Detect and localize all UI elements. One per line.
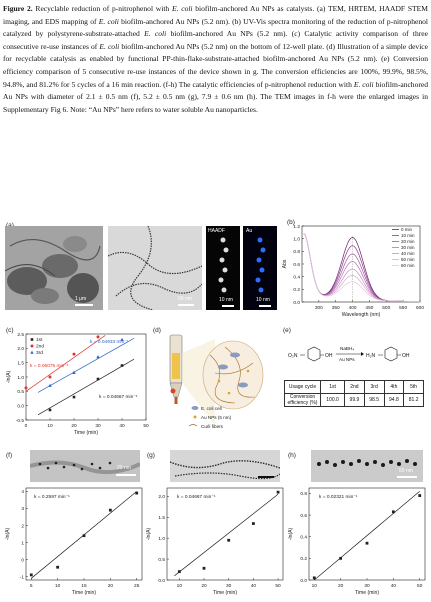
data-point <box>97 378 100 381</box>
legend-entry: 50 min <box>401 257 415 262</box>
plot-frame <box>167 488 283 580</box>
data-point <box>277 491 280 494</box>
y-axis-label: -ln(A) <box>6 370 12 384</box>
kinetics-chart-f <box>4 484 146 600</box>
x-tick-label: 30 <box>364 584 370 589</box>
x-tick-label: 15 <box>81 584 87 589</box>
x-tick-label: 20 <box>201 584 207 589</box>
table-cell: 4th <box>384 381 404 394</box>
caption-italic: E. coli <box>144 29 167 39</box>
reaction-scheme <box>286 338 426 372</box>
tem-image-g <box>170 450 280 482</box>
x-tick-label: 500 <box>382 306 391 311</box>
table-row <box>285 381 424 394</box>
panel-label-g: (g) <box>147 452 155 459</box>
figure-caption <box>3 3 428 116</box>
data-point <box>135 492 138 495</box>
y-tick-label: 0.4 <box>293 275 300 281</box>
data-point <box>31 338 34 341</box>
legend-entry: 60 min <box>401 263 415 268</box>
tem-image-f <box>30 450 140 482</box>
scale-label: 10 nm <box>256 297 270 303</box>
data-point <box>313 576 316 579</box>
data-point <box>339 557 342 560</box>
x-tick-label: 300 <box>314 306 323 311</box>
y-axis-label: -ln(A) <box>146 527 152 541</box>
y-tick-label: 0.5 <box>158 557 165 563</box>
table-row <box>285 394 424 407</box>
scale-bar <box>222 305 234 307</box>
haadf-image <box>206 226 240 310</box>
x-axis-label: Time (min) <box>71 590 97 596</box>
eds-au-map <box>243 226 277 310</box>
data-point <box>178 570 181 573</box>
data-point <box>366 542 369 545</box>
panel-label-e: (e) <box>283 327 291 334</box>
x-tick-label: 10 <box>311 584 317 589</box>
x-tick-label: 10 <box>54 584 61 589</box>
y-tick-label: 0.0 <box>293 300 300 306</box>
data-point <box>252 522 255 525</box>
reuse-kinetics-chart <box>4 330 154 436</box>
reactant-group: O₂N <box>288 353 298 359</box>
panel-label-d: (d) <box>153 327 161 334</box>
legend-entry: 30 min <box>401 245 415 250</box>
y-tick-label: -0.5 <box>15 418 24 424</box>
table-cell: 94.8 <box>384 394 404 407</box>
y-tick-label: 1 <box>21 541 24 547</box>
row-header: Conversion efficiency (%) <box>285 394 321 407</box>
fit-line <box>314 491 419 580</box>
caption-text: biofilm-anchored Au NPs as catalysts. (a) TEM, HRTEM, HAADF STEM imaging, and EDS mapping of <box>3 4 428 26</box>
caption-text: biofilm-anchored Au NPs (5.2 nm). (b) UV-Vis spectra monitoring of the reduction of p-nitrophenol catalyzed by polystyrene-substrate-attached <box>3 16 428 39</box>
scale-label: 10 nm <box>219 297 233 303</box>
rate-constant-label: k = 0.02321 min⁻¹ <box>319 495 358 500</box>
tem-image-biofilm <box>5 226 103 310</box>
scale-bar <box>259 305 271 307</box>
data-point <box>25 386 28 389</box>
data-point <box>49 409 52 412</box>
legend-entry: 0 min <box>401 227 413 232</box>
data-point <box>227 539 230 542</box>
hydroxyl-group: OH <box>402 353 410 359</box>
data-point <box>96 355 99 358</box>
y-tick-label: 0.0 <box>17 404 24 410</box>
tem-biofilm-texture <box>5 226 103 310</box>
x-axis-label: Wavelength (nm) <box>341 312 381 318</box>
table-cell: 98.5 <box>364 394 384 407</box>
y-tick-label: 0 <box>21 558 24 564</box>
x-tick-label: 600 <box>415 306 425 311</box>
x-tick-label: 550 <box>399 306 408 311</box>
y-axis-label: -ln(A) <box>288 527 294 541</box>
x-tick-label: 25 <box>134 584 140 589</box>
scale-bar <box>178 304 194 306</box>
legend-curli: Curli fibers <box>201 424 223 429</box>
caption-text: biofilm-anchored Au NPs with diameter of 2.1 ± 0.5 nm (f), 5.2 ± 0.5 nm (g), 7.9 ± 0.6 nm (h). The TEM images in f-h were the enlarged images in Supplementary Fig 6. Note: “Au NPs” here refers to water soluble Au nanoparticles. <box>3 79 428 114</box>
fit-line <box>174 494 278 576</box>
table-cell: 100.0 <box>321 394 345 407</box>
data-point <box>73 353 76 356</box>
legend-entry: 1st <box>36 338 43 343</box>
x-axis-label: Time (min) <box>73 430 99 436</box>
data-point <box>83 534 86 537</box>
panel-label-h: (h) <box>288 452 296 459</box>
hydroxyl-group: OH <box>325 353 333 359</box>
data-point <box>31 345 34 348</box>
y-tick-label: 0.0 <box>300 578 307 584</box>
y-tick-label: 0.2 <box>293 288 300 294</box>
data-point <box>418 494 421 497</box>
rate-constant-label: k = 0.04667 min⁻¹ <box>177 495 216 500</box>
data-point <box>121 364 124 367</box>
caption-lead: Figure 2. <box>3 4 33 13</box>
x-tick-label: 20 <box>337 584 344 589</box>
x-tick-label: 350 <box>331 306 340 311</box>
legend-entry: 20 min <box>401 239 415 244</box>
data-point <box>49 376 52 379</box>
y-tick-label: 1.0 <box>17 375 24 381</box>
benzene-ring <box>385 347 397 361</box>
x-tick-label: 50 <box>417 584 423 589</box>
scale-label: 50 nm <box>178 296 192 302</box>
x-tick-label: 30 <box>95 424 101 429</box>
x-tick-label: 40 <box>390 584 397 589</box>
caption-italic: E. coli <box>171 4 193 13</box>
data-point <box>73 396 76 399</box>
conversion-table <box>284 380 424 407</box>
data-point <box>97 335 100 338</box>
y-axis-label: Abs <box>282 259 288 269</box>
y-tick-label: 2.5 <box>17 332 24 338</box>
scale-bar <box>258 476 274 478</box>
caption-text: Recyclable reduction of p-nitrophenol with <box>32 4 172 13</box>
y-tick-label: 2 <box>21 524 24 530</box>
panel-label-f: (f) <box>6 452 13 459</box>
caption-text: biofilm-anchored Au NPs (5.2 nm). (c) Catalytic activity comparison of three consecutive re-use instances of <box>3 29 428 51</box>
product-group: H₂N <box>366 353 376 359</box>
reagent-au: Au NPs <box>339 357 355 362</box>
benzene-ring <box>308 347 320 361</box>
y-tick-label: 4 <box>21 490 24 496</box>
legend-au: Au NPs (5 nm) <box>201 415 232 420</box>
table-cell: 3rd <box>364 381 384 394</box>
y-tick-label: 0.4 <box>300 535 307 541</box>
x-tick-label: 40 <box>119 424 125 429</box>
table-cell: 2nd <box>345 381 365 394</box>
x-tick-label: 0 <box>24 424 28 429</box>
row-header: Usage cycle <box>285 381 321 394</box>
y-tick-label: 0.8 <box>293 250 300 256</box>
panel-label-c: (c) <box>6 327 14 334</box>
y-tick-label: -1 <box>19 575 24 581</box>
reagent-nabh4: NaBH₄ <box>340 346 355 351</box>
scale-bar <box>116 474 136 476</box>
legend-entry: 2nd <box>36 344 45 350</box>
y-tick-label: 0.2 <box>300 557 307 563</box>
rate-constant-label: k = 0.04667 min⁻¹ <box>99 395 138 400</box>
x-tick-label: 30 <box>226 584 232 589</box>
kinetics-chart-h <box>287 484 429 600</box>
x-tick-label: 50 <box>143 424 149 429</box>
x-tick-label: 5 <box>29 584 33 589</box>
table-cell: 1st <box>321 381 345 394</box>
y-tick-label: 0.6 <box>300 513 307 519</box>
scale-label: 1 μm <box>75 296 87 302</box>
tem-image-curli <box>108 226 202 310</box>
data-point <box>30 351 33 354</box>
x-tick-label: 10 <box>47 424 53 429</box>
x-axis-label: Time (min) <box>212 590 238 596</box>
data-point <box>109 509 112 512</box>
y-axis-label: -ln(A) <box>5 527 11 541</box>
x-axis-label: Time (min) <box>354 590 380 596</box>
table-cell: 5th <box>404 381 424 394</box>
au-label: Au <box>246 228 253 234</box>
legend-entry: 40 min <box>401 251 415 256</box>
y-tick-label: 1.0 <box>293 237 300 243</box>
caption-text: biofilm-anchored Au NPs (5.2 nm) on the bottom of 12-well plate. (d) Illustration of a simple device for recyclable catalysis as enabled by functional PP-thin-flake-substrate-attached biofilm-anchored Au NPs (5.2 nm). (e) Conversion efficiency comparison of 5 consecutive re-use instances of the device shown in g. The conversion efficiencies are 100%, 99.9%, 98.5%, 94.8%, and 81.2% for 5 cycles of a 16 min reaction. (f-h) The catalytic efficiencies of p-nitrophenol reduction with <box>3 41 429 89</box>
y-tick-label: 0.5 <box>17 390 24 396</box>
caption-italic: E. coli <box>99 41 120 51</box>
scale-bar <box>397 476 417 478</box>
y-tick-label: 1.5 <box>158 516 165 522</box>
rate-constant-label: k = 0.04933 min⁻¹ <box>90 340 129 345</box>
data-point <box>203 567 206 570</box>
scale-label: 20 nm <box>117 465 131 471</box>
x-tick-label: 450 <box>365 306 374 311</box>
device-illustration <box>155 333 273 436</box>
y-tick-label: 0.0 <box>158 578 165 584</box>
y-tick-label: 2.0 <box>17 347 24 353</box>
rate-constant-label: k = 0.2597 min⁻¹ <box>34 495 70 500</box>
table-cell: 81.2 <box>404 394 424 407</box>
data-point <box>56 566 59 569</box>
caption-italic: E. coli <box>98 16 119 26</box>
table-cell: 99.9 <box>345 394 365 407</box>
y-tick-label: 1.5 <box>17 361 24 367</box>
x-tick-label: 20 <box>107 584 114 589</box>
scale-label: 50 nm <box>399 468 413 474</box>
y-tick-label: 1.2 <box>293 224 300 230</box>
kinetics-chart-g <box>145 484 287 600</box>
legend-entry: 10 min <box>401 233 415 238</box>
y-tick-label: 1.0 <box>158 536 165 542</box>
uvvis-chart <box>280 222 426 320</box>
legend-entry: 3rd <box>36 351 43 356</box>
y-tick-label: 3 <box>21 507 24 513</box>
rate-constant-label: k = 0.06075 min⁻¹ <box>30 364 69 369</box>
panel-label-b: (b) <box>287 219 295 226</box>
x-tick-label: 20 <box>71 424 77 429</box>
x-tick-label: 40 <box>250 584 257 589</box>
y-tick-label: 2.0 <box>158 495 165 501</box>
y-tick-label: 0.6 <box>293 262 300 268</box>
tem-image-h <box>311 450 423 482</box>
y-tick-label: 0.8 <box>300 492 307 498</box>
scale-bar <box>75 304 93 306</box>
x-tick-label: 50 <box>275 584 281 589</box>
legend-ecoli: E. coli cell <box>201 406 222 411</box>
caption-italic: E. coli <box>353 79 374 89</box>
data-point <box>30 573 33 576</box>
x-tick-label: 10 <box>176 584 183 589</box>
data-point <box>392 510 395 513</box>
x-tick-label: 400 <box>348 306 357 311</box>
haadf-label: HAADF <box>208 228 225 234</box>
